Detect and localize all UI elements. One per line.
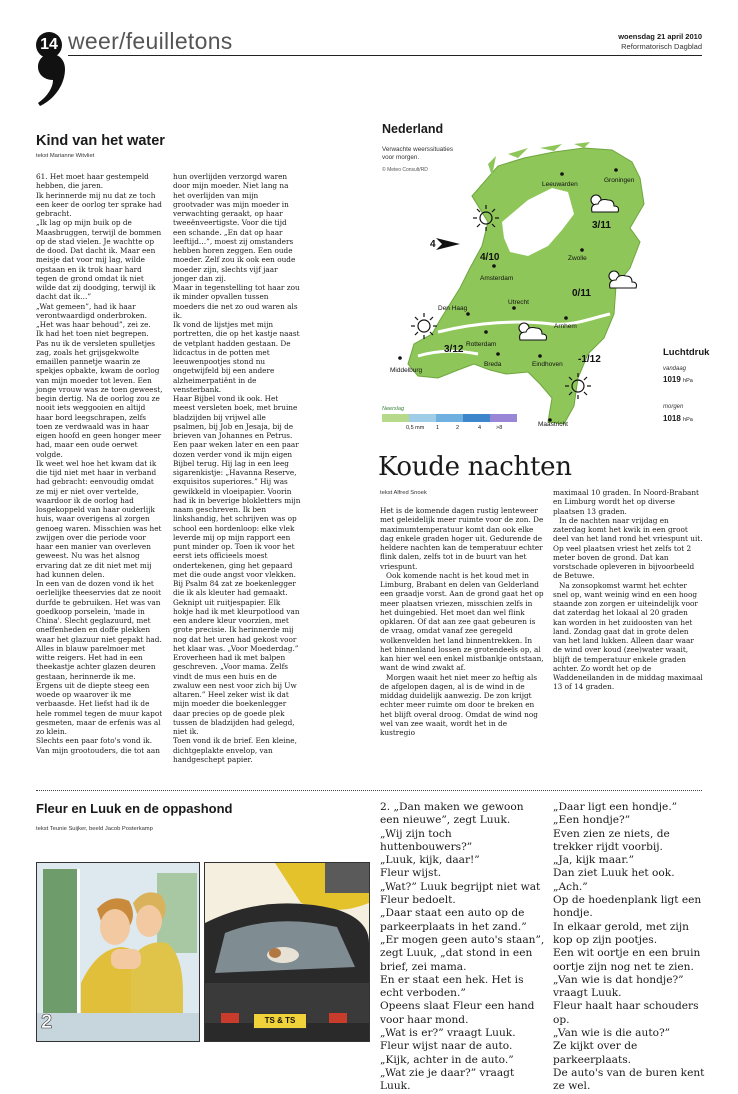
weather-map <box>378 118 702 434</box>
kind-title: Kind van het water <box>36 133 165 149</box>
temp-label: 0/11 <box>572 288 591 299</box>
temp-label: -1/12 <box>578 354 601 365</box>
paragraph: In elkaar gerold, met zijn kop op zijn pootjes. <box>553 920 689 946</box>
header-rule <box>68 55 702 56</box>
paragraph: „Daar staat een auto op de parkeerplaats in het zand.” <box>380 907 527 933</box>
city-label: Arnhem <box>554 323 577 330</box>
paragraph: En er staat een hek. Het is echt verboden.” <box>380 973 524 1000</box>
koude-byline: tekst Alfred Snoek <box>380 490 427 496</box>
city-label: Amsterdam <box>480 275 514 282</box>
legend-swatch <box>463 414 490 422</box>
paragraph: Maar in tegenstelling tot haar zou ik minder opvallen tussen moeders die net zo oud waren als ik. <box>173 283 300 320</box>
vandaag-label: vandaag <box>663 366 687 372</box>
paragraph: Fleur wijst. <box>380 867 442 880</box>
paragraph: „Wat zie je daar?” vraagt Luuk. <box>380 1066 515 1093</box>
license-plate: TS & TS <box>253 1013 307 1029</box>
paragraph: De auto's van de buren kent ze wel. <box>553 1066 705 1093</box>
city-label: Rotterdam <box>466 341 497 348</box>
paragraph: Dan ziet Luuk het ook. <box>553 867 675 880</box>
morgen-pressure: 1018 hPa <box>663 414 693 423</box>
city-label: Leeuwarden <box>542 181 578 188</box>
legend-swatch <box>382 414 409 422</box>
city-label: Maastricht <box>538 421 568 428</box>
paragraph: Haar Bijbel vond ik ook. Het meest versleten boek, met bruine bladzijden bij vrijwel alle psalmen, bij Job en Jesaja, bij de brieven van Johannes en Petrus. <box>173 394 298 440</box>
wind-speed: 4 <box>430 239 436 250</box>
paragraph: Opeens slaat Fleur een hand voor haar mond. <box>380 1000 535 1026</box>
city-label: Zwolle <box>568 255 587 262</box>
paragraph: „Wat is er?” vraagt Luuk. <box>380 1027 516 1040</box>
section-title: weer/feuilletons <box>68 28 233 54</box>
fleur-title: Fleur en Luuk en de oppashond <box>36 801 233 816</box>
fleur-column-2 <box>553 801 705 1094</box>
vandaag-pressure: 1019 hPa <box>663 375 693 384</box>
comma-ornament-icon <box>36 52 66 112</box>
paragraph: „Er mogen geen auto's staan”, zegt Luuk, „dat stond in een brief, zei mama. <box>380 933 545 973</box>
paragraph: „Van wie is dat hondje?” vraagt Luuk. <box>553 973 684 1000</box>
paragraph: Toen vond ik de brief. Een kleine, dichtgeplakte envelop, van handgeschept papier. <box>173 736 297 764</box>
paragraph: Fleur haalt haar schouders op. <box>553 1000 699 1026</box>
legend-value: >8 <box>496 425 503 431</box>
kind-column-2 <box>173 172 301 764</box>
fleur-byline: tekst Teunie Suijker, beeld Jacob Posterkamp <box>36 826 153 832</box>
paragraph: Na zonsopkomst warmt het echter snel op, want weinig wind en een hoog staande zon zorgen er uiteindelijk voor dat zaterdag het lokaal al 20 graden kan worden in het zuidoosten van het land. Zondag gaat dat in grote delen van het land lukken. Alleen daar waar de wind over koud (zee)water waait, blijft de temperatuur enkele graden achter. Zo wordt het op de Waddeneilanden in de middag maximaal 13 of 14 graden. <box>553 580 703 692</box>
morgen-label: morgen <box>663 404 684 410</box>
map-credit: © Meteo Consult/RD <box>382 167 428 173</box>
koude-column-1 <box>380 506 544 737</box>
paragraph: „Een hondje?” <box>553 814 631 827</box>
paragraph: Morgen waait het niet meer zo heftig als de afgelopen dagen, al is de wind in de middag duidelijk aanwezig. De zon krijgt echter meer ruimte om door te breken en het blijft overal droog. Omdat de wind nog wel van zee waait, wordt het in de kustregio <box>380 672 538 737</box>
header-paper: Reformatorisch Dagblad <box>621 42 702 51</box>
paragraph: Fleur wijst naar de auto. <box>380 1040 513 1053</box>
precip-legend-title: Neerslag <box>382 406 405 412</box>
temp-label: 3/12 <box>444 344 464 355</box>
legend-value: 0,5 mm <box>406 425 425 431</box>
paragraph: „Het was haar behoud”, zei ze. <box>36 320 151 329</box>
city-label: Middelburg <box>390 367 423 374</box>
paragraph: Ze kijkt over de parkeerplaats. <box>553 1040 638 1066</box>
header-date: woensdag 21 april 2010 <box>618 32 702 41</box>
paragraph: Een paar weken later en een paar dozen verder vond ik mijn eigen Bijbel terug. Hij lag in een leeg sigarenkistje: „Havanna Reserve, exquisitos superiores.” Hij was gewikkeld in vloeipapier. Voorin had ik in beverige blokletters mijn naam geschreven. Ik ben linkshandig, het schrijven was op school een hordenloop: elke vlek leverde mij op mijn rapport een punt minder op. Toen ik voor het eerst iets officieels moest ondertekenen, ging het gepaard met die oude angst voor vlekken. <box>173 440 301 579</box>
city-label: Eindhoven <box>532 361 563 368</box>
legend-swatch <box>409 414 436 422</box>
legend-swatch <box>490 414 517 422</box>
paragraph: Ik weet wel hoe het kwam dat ik die tijd niet met haar in verband had gebracht: eenvoudig omdat ze mij er niet over vertelde, waardoor ik de oorlog had losgekoppeld van haar ouderlijk huis, waar overigens al zorgen genoeg waren. Misschien was het zwijgen over die periode voor haar een manier van overleven geweest. Nu was het alsnog ervaring dat ze dit niet met mij had kunnen delen. <box>36 458 162 579</box>
legend-value: 1 <box>436 425 440 431</box>
koude-column-2 <box>553 488 703 692</box>
paragraph: „Luuk, kijk, daar!” <box>380 854 480 867</box>
paragraph: „Daar ligt een hondje.” <box>553 801 678 813</box>
section-divider <box>36 790 702 791</box>
fleur-column-1 <box>380 801 546 1094</box>
temp-label: 4/10 <box>480 252 500 263</box>
paragraph: „Ik lag op mijn buik op de Maasbruggen, terwijl de bommen op de stad vielen. Je wachtte op de dood. Dat dacht ik. Maar een meisje dat voor mij lag, wilde opstaan en ik trok haar hard tegen de grond omdat ik niet wilde dat zij doodging, terwijl ik dacht dat ik…” <box>36 218 162 302</box>
paragraph: Ergens uit de diepte steeg een woede op waarover ik me verbaasde. Het liefst had ik de hele rommel tegen de muur kapot gesmeten, maar de erfenis was al zo klein. <box>36 680 163 736</box>
paragraph: „Wat gemeen”, had ik haar verontwaardigd onderbroken. <box>36 301 147 320</box>
city-label: Den Haag <box>438 305 468 312</box>
paragraph: Slechts een paar foto's vond ik. Van mijn grootouders, die tot aan <box>36 736 160 755</box>
wind-arrow-icon <box>436 238 460 250</box>
page-number: 14 <box>36 32 62 58</box>
comic-panel-car <box>204 862 370 1042</box>
paragraph: Even zien ze niets, de trekker rijdt voorbij. <box>553 827 670 853</box>
paragraph: Het is de komende dagen rustig lenteweer met geleidelijk meer ruimte voor de zon. De maximumtemperatuur komt dan ook elke dag enkele graden hoger uit. Gedurende de heldere nachten kan de temperatuur echter flink dalen, zelfs tot in de buurt van het vriespunt. <box>380 506 544 571</box>
legend-value: 4 <box>478 425 482 431</box>
paragraph: Een wit oortje en een bruin oortje zijn nog net te zien. <box>553 947 701 973</box>
luchtdruk-title: Luchtdruk <box>663 347 710 358</box>
paragraph: Pas nu ik de versleten spulletjes zag, zoals het grijsgekwolte emaillen pannetje waarin ze spekjes opbakte, kwam de oorlog van mijn moeder tot leven. Een jonge vrouw was ze toen geweest, begin dertig. Na de oorlog zou ze nooit iets weggooien en altijd haar bord leegschrapen, zelfs toen ze verdwaald was in haar eigen hoofd en geen honger meer had, maar een oude oerwet volgde. <box>36 338 163 459</box>
paragraph: Ik herinnerde mij nu dat ze toch een keer de oorlog ter sprake had gebracht. <box>36 190 162 218</box>
paragraph: 61. Het moet haar gestempeld hebben, die jaren. <box>36 172 149 191</box>
panel-number: 2 <box>41 1011 53 1033</box>
precip-legend-bar <box>382 414 517 422</box>
koude-title: Koude nachten <box>378 452 572 482</box>
paragraph: „Wat?” Luuk begrijpt niet wat Fleur bedoelt. <box>380 880 541 907</box>
legend-value: 2 <box>456 425 460 431</box>
paragraph: Bij Psalm 84 zat ze boekenlegger die ik als kleuter had gemaakt. Geknipt uit ruitjespapier. Elk hokje had ik met kleurpotlood van een andere kleur voorzien, met grote precisie. Ik herinnerde mij nog dat het uren had gekost voor het klaar was. „Voor Moederdag.” Eroverheen had ik met balpen geschreven. „Voor mama. Zelfs vindt de mus een huis en de zwaluw een nest voor zich bij Uw altaren.” Heel zeker wist ik dat mijn moeder die boekenlegger daar precies op de goede plek tussen de bladzijden had gelegd, niet ik. <box>173 579 300 736</box>
city-label: Groningen <box>604 177 635 184</box>
paragraph: maximaal 10 graden. In Noord-Brabant en Limburg wordt het op diverse plaatsen 13 graden. <box>553 488 699 516</box>
paragraph: „Van wie is die auto?” <box>553 1027 671 1040</box>
map-title: Nederland <box>382 122 444 136</box>
paragraph: „Ach.” <box>553 880 588 893</box>
paragraph: Ik had het toen niet begrepen. <box>36 329 149 339</box>
paragraph: Ook komende nacht is het koud met in Limburg, Brabant en delen van Gelderland een graadje vorst. Aan de grond gaat het op meer plaatsen vriezen, misschien zelfs in het duingebied. Het moet dan wel flink opklaren. Of dat aan zee gaat gebeuren is de vraag, omdat vanaf zee geregeld wolkenvelden het land binnentrekken. In het binnenland lossen ze grotendeels op, al kan hier wel een enkel mistbankje ontstaan, want de wind zwakt af. <box>380 570 544 673</box>
temp-label: 3/11 <box>592 220 611 231</box>
paragraph: hun overlijden verzorgd waren door mijn moeder. Niet lang na het overlijden van mijn grootvader was mijn moeder in verwachting geraakt, op haar tweeënveertigste. Voor die tijd een schande. „En dat op haar leeftijd…”, moest zij omstanders hebben horen zeggen. Een oude moeder. Zelf zou ik ook een oude moeder zijn, slechts vijf jaar jonger dan zij. <box>173 172 296 283</box>
map-subtitle: Verwachte weerssituaties voor morgen. <box>382 146 454 161</box>
city-label: Utrecht <box>508 299 529 306</box>
paragraph: 2. „Dan maken we gewoon een nieuwe”, zegt Luuk. <box>380 801 524 827</box>
kind-byline: tekst Marianne Witvliet <box>36 153 95 159</box>
comic-panel-children <box>36 862 200 1042</box>
kind-column-1 <box>36 172 164 755</box>
paragraph: „Kijk, achter in de auto.” <box>380 1053 514 1066</box>
paragraph: In een van de dozen vond ik het oerlelijke theeservies dat ze nooit durfde te gebruiken. Het was van goedkoop porselein, 'made in China'. Slecht geglazuurd, met oneffenheden en doffe plekken waar het glazuur niet gepakt had. Alles in blauw parelmoer met witte reigers. Het had in een theekastje achter glazen deuren gestaan, herinnerde ik me. <box>36 579 162 681</box>
paragraph: Ik vond de lijstjes met mijn portretten, die op het kastje naast de vetplant hadden gestaan. De lidcactus in de potten met leeuwenpootjes stond nu ongetwijfeld bij een andere alzheimerpatiënt in de vensterbank. <box>173 320 300 394</box>
paragraph: „Wij zijn toch huttenbouwers?” <box>380 827 473 853</box>
paragraph: In de nachten naar vrijdag en zaterdag komt het kwik in een groot deel van het land rond het vriespunt uit. Op veel plaatsen vriest het zelfs tot 2 meter boven de grond. Dat kan vorstschade opleveren in bijvoorbeeld de Betuwe. <box>553 515 703 581</box>
paragraph: Op de hoedenplank ligt een hondje. <box>553 894 702 920</box>
map-land <box>408 148 644 424</box>
legend-swatch <box>436 414 463 422</box>
paragraph: „Ja, kijk maar.” <box>553 854 635 867</box>
city-label: Breda <box>484 361 502 368</box>
